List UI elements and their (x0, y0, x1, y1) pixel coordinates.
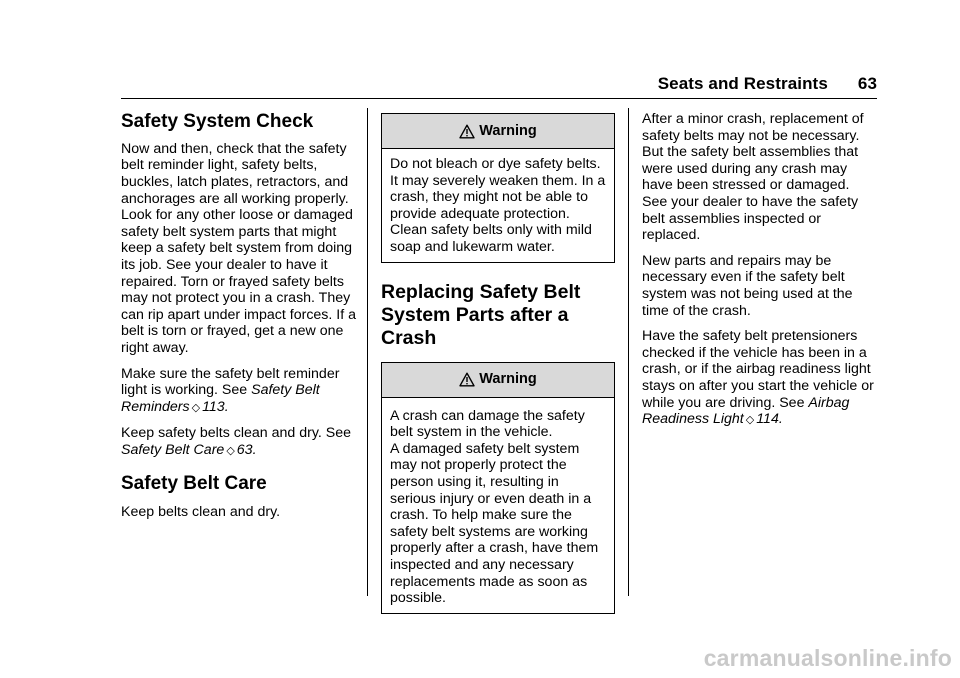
paragraph-pretensioners: Have the safety belt pretensioners checked if the vehicle has been in a crash, or if the airbag readiness light stays on after you start the vehicle or while you are driving. See Airbag Readiness Light ◇ 114. (642, 328, 874, 428)
warning-header (382, 363, 614, 398)
crossref-arrow-icon: ◇ (226, 444, 235, 457)
heading-replacing-parts: Replacing Safety Belt System Parts after a Crash (381, 280, 581, 349)
warning-label: Warning (479, 122, 537, 139)
crossref-arrow-icon: ◇ (191, 401, 201, 414)
warning-triangle-icon (459, 372, 475, 387)
xref-safety-belt-care[interactable]: Safety Belt Care (121, 441, 225, 458)
warning-header (382, 114, 614, 149)
paragraph-text: Keep safety belts clean and dry. See (121, 425, 352, 442)
left-column (121, 111, 356, 530)
warning-triangle-icon (459, 124, 475, 139)
middle-column (381, 113, 615, 614)
paragraph-minor-crash: After a minor crash, replacement of safety belts may not be necessary. But the safety belt assemblies that were used during any crash may have been stressed or damaged. See your dealer to have the safety belt assemblies inspected or replaced. (642, 111, 864, 244)
warning-text: Do not bleach or dye safety belts. It may severely weaken them. In a crash, they might not be able to provide adequate protection. Clean safety belts only with mild soap and lukewarm water. (390, 156, 606, 255)
warning-text: A crash can damage the safety belt system in the vehicle. (390, 407, 585, 441)
xref-airbag-readiness-light[interactable]: Airbag Readiness Light (642, 394, 850, 428)
warning-box-crash (381, 362, 615, 614)
section-title: Seats and Restraints (657, 74, 828, 93)
xref-page-number[interactable]: 113 (202, 398, 225, 415)
warning-body (382, 149, 614, 262)
paragraph-text: Have the safety belt pretensioners checked if the vehicle has been in a crash, or if the airbag readiness light stays on after you start the vehicle or while you are driving. See (642, 328, 874, 411)
column-divider-right (628, 108, 629, 596)
paragraph-reminder-light: Make sure the safety belt reminder light is working. See Safety Belt Reminders ◇ 113. (121, 365, 340, 415)
page-number: 63 (857, 74, 877, 93)
warning-box-bleach (381, 113, 615, 263)
watermark: carmanualsonline.info (703, 645, 952, 671)
column-divider-left (367, 108, 368, 596)
heading-safety-belt-care: Safety Belt Care (121, 473, 267, 495)
xref-page-number[interactable]: 63 (236, 441, 253, 458)
warning-body (382, 398, 614, 613)
crossref-arrow-icon: ◇ (745, 414, 755, 427)
header-divider (121, 98, 877, 99)
paragraph-belt-care: Keep belts clean and dry. (121, 504, 281, 521)
right-column (642, 111, 878, 438)
xref-page-number[interactable]: 114 (756, 411, 779, 428)
paragraph-system-check: Now and then, check that the safety belt reminder light, safety belts, buckles, latch plates, retractors, and anchorages are all working properly. Look for any other loose or damaged safety belt system parts that might keep a safety belt system from doing its job. See your dealer to have it repaired. Torn or frayed safety belts may not protect you in a crash. They can rip apart under impact forces. If a belt is torn or frayed, get a new one right away. (121, 140, 356, 356)
paragraph-text: Make sure the safety belt reminder light is working. See (121, 365, 340, 399)
paragraph-clean-dry: Keep safety belts clean and dry. See Safety Belt Care ◇ 63. (121, 425, 352, 458)
xref-safety-belt-reminders[interactable]: Safety Belt Reminders (121, 382, 320, 415)
warning-label: Warning (479, 371, 537, 388)
heading-safety-system-check: Safety System Check (121, 111, 314, 132)
warning-text: A damaged safety belt system may not properly protect the person using it, resulting in serious injury or even death in a crash. To help make sure the safety belt systems are working properly after a crash, have them inspected and any necessary replacements made as soon as possible. (390, 440, 599, 607)
page-header (121, 72, 877, 96)
paragraph-new-parts: New parts and repairs may be necessary even if the safety belt system was not being used at the time of the crash. (642, 252, 853, 319)
